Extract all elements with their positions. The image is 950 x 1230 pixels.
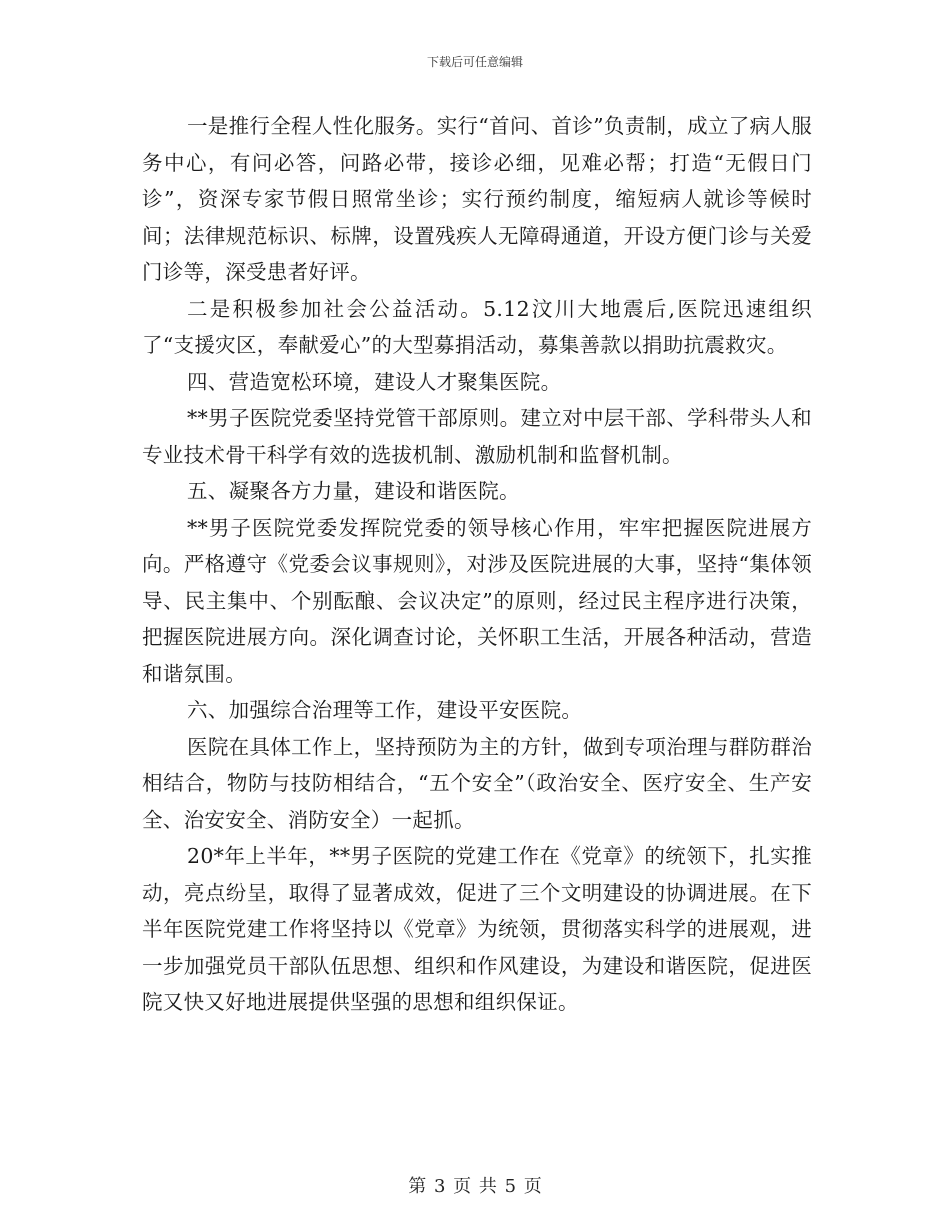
paragraph-humanized-service: 一是推行全程人性化服务。实行“首问、首诊”负责制，成立了病人服务中心，有问必答，问路必带，接诊必细，见难必帮；打造“无假日门诊”，资深专家节假日照常坐诊；实行预约制度，缩短病人就诊等候时间；法律规范标识、标牌，设置残疾人无障碍通道，开设方便门诊与关爱门诊等，深受患者好评。 [142, 114, 812, 284]
page-number-footer: 第 3 页 共 5 页 [408, 1176, 542, 1197]
paragraph-summary: 20*年上半年，**男子医院的党建工作在《党章》的统领下，扎实推动，亮点纷呈，取得了显著成效，促进了三个文明建设的协调进展。在下半年医院党建工作将坚持以《党章》为统领，贯彻落实科学的进展观，进一步加强党员干部队伍思想、组织和作风建设，为建设和谐医院，促进医院又快又好地进展提供坚强的思想和组织保证。 [142, 844, 812, 1014]
paragraph-public-welfare: 二是积极参加社会公益活动。5.12汶川大地震后,医院迅速组织了“支援灾区，奉献爱心”的大型募捐活动，募集善款以捐助抗震救灾。 [142, 296, 812, 357]
paragraph-safety-measures: 医院在具体工作上，坚持预防为主的方针，做到专项治理与群防群治相结合，物防与技防相结合，“五个安全”（政治安全、医疗安全、生产安全、治安安全、消防安全）一起抓。 [142, 734, 812, 832]
paragraph-party-leadership: **男子医院党委发挥院党委的领导核心作用，牢牢把握医院进展方向。严格遵守《党委会议事规则》，对涉及医院进展的大事，坚持“集体领导、民主集中、个别酝酿、会议决定”的原则，经过民主程序进行决策，把握医院进展方向。深化调查讨论，关怀职工生活，开展各种活动，营造和谐氛围。 [142, 515, 812, 686]
section-heading-safety: 六、加强综合治理等工作，建设平安医院。 [187, 698, 583, 722]
section-heading-talent: 四、营造宽松环境，建设人才聚集医院。 [187, 369, 562, 394]
paragraph-cadre-management: **男子医院党委坚持党管干部原则。建立对中层干部、学科带头人和专业技术骨干科学有效的选拔机制、激励机制和监督机制。 [142, 406, 812, 467]
section-heading-harmony: 五、凝聚各方力量，建设和谐医院。 [187, 479, 520, 503]
page-header: 下载后可任意编辑 [426, 55, 523, 69]
document-body [142, 108, 812, 1021]
